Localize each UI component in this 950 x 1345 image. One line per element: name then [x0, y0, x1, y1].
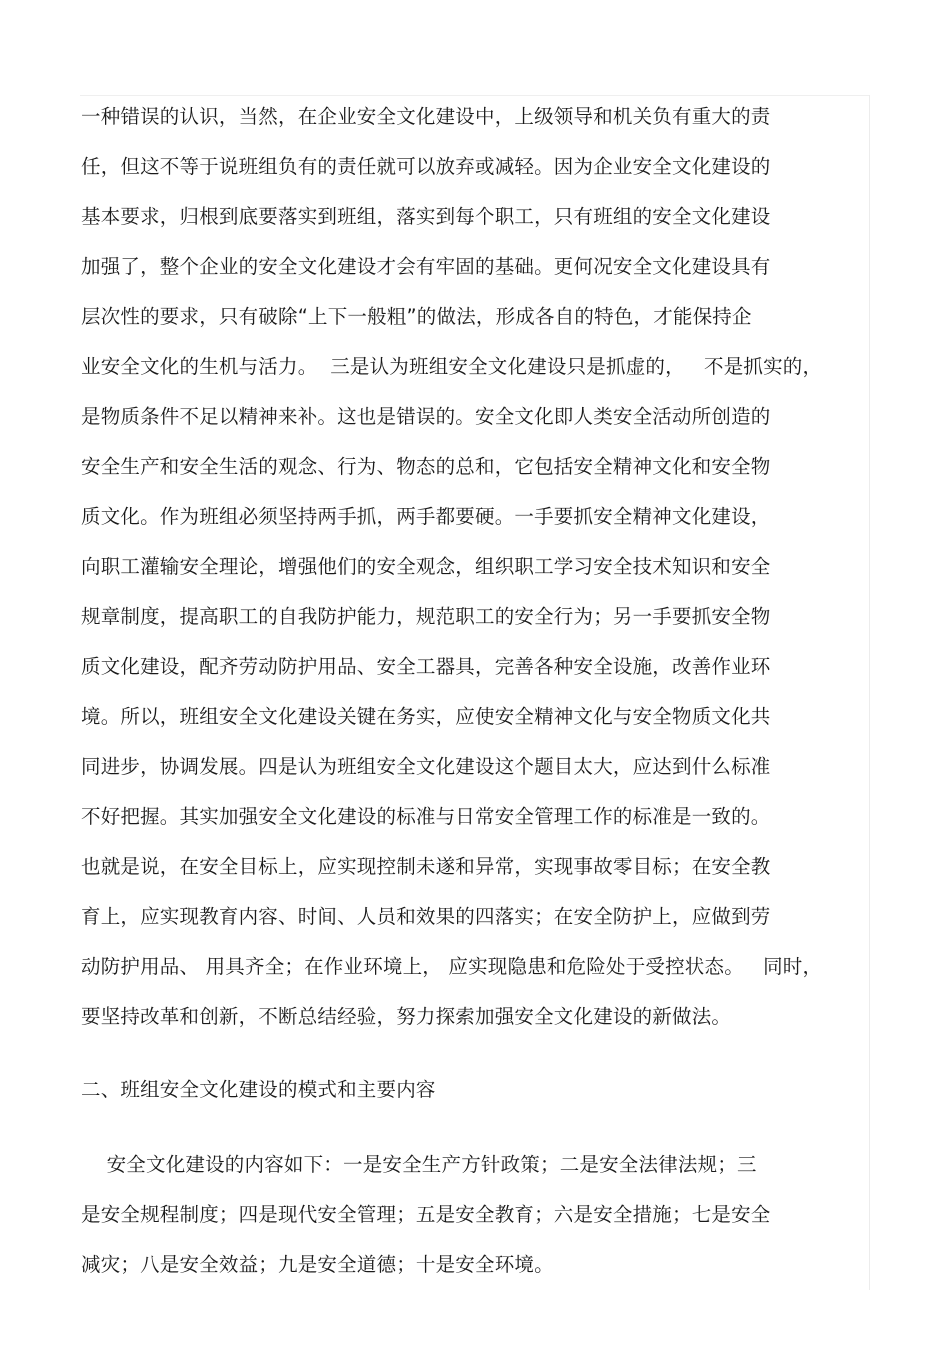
- paragraph-1-line-1: 一种错误的认识，当然，在企业安全文化建设中，上级领导和机关负有重大的责: [81, 105, 771, 128]
- paragraph-2-line-3: 减灾；八是安全效益；九是安全道德；十是安全环境。: [81, 1253, 554, 1276]
- paragraph-1-line-11: 规章制度，提高职工的自我防护能力，规范职工的安全行为；另一手要抓安全物: [81, 605, 771, 628]
- paragraph-1-line-3: 基本要求，归根到底要落实到班组，落实到每个职工，只有班组的安全文化建设: [81, 205, 771, 228]
- paragraph-1-line-18: 动防护用品、 用具齐全；在作业环境上， 应实现隐患和危险处于受控状态。 同时，: [81, 955, 823, 978]
- page-top-border: [80, 95, 870, 96]
- paragraph-1-line-17: 育上，应实现教育内容、时间、人员和效果的四落实；在安全防护上，应做到劳: [81, 905, 771, 928]
- paragraph-1-line-12: 质文化建设，配齐劳动防护用品、安全工器具，完善各种安全设施，改善作业环: [81, 655, 771, 678]
- paragraph-1-line-9: 质文化。作为班组必须坚持两手抓，两手都要硬。一手要抓安全精神文化建设，: [81, 505, 771, 528]
- paragraph-1-line-5: 层次性的要求，只有破除“上下一般粗”的做法，形成各自的特色，才能保持企: [81, 305, 752, 328]
- paragraph-1-line-10: 向职工灌输安全理论，增强他们的安全观念，组织职工学习安全技术知识和安全: [81, 555, 771, 578]
- paragraph-1-line-19: 要坚持改革和创新，不断总结经验，努力探索加强安全文化建设的新做法。: [81, 1005, 732, 1028]
- paragraph-1-line-7: 是物质条件不足以精神来补。这也是错误的。安全文化即人类安全活动所创造的: [81, 405, 771, 428]
- paragraph-1-line-13: 境。所以，班组安全文化建设关键在务实，应使安全精神文化与安全物质文化共: [81, 705, 771, 728]
- paragraph-2-line-2: 是安全规程制度；四是现代安全管理；五是安全教育；六是安全措施；七是安全: [81, 1203, 771, 1226]
- page-right-border: [869, 95, 870, 1290]
- paragraph-1-line-15: 不好把握。其实加强安全文化建设的标准与日常安全管理工作的标准是一致的。: [81, 805, 771, 828]
- paragraph-1-line-4: 加强了，整个企业的安全文化建设才会有牢固的基础。更何况安全文化建设具有: [81, 255, 771, 278]
- paragraph-1-line-14: 同进步，协调发展。四是认为班组安全文化建设这个题目太大，应达到什么标准: [81, 755, 771, 778]
- paragraph-1-line-8: 安全生产和安全生活的观念、行为、物态的总和，它包括安全精神文化和安全物: [81, 455, 771, 478]
- section-heading: 二、班组安全文化建设的模式和主要内容: [81, 1078, 436, 1101]
- paragraph-1-line-16: 也就是说，在安全目标上，应实现控制未遂和异常，实现事故零目标；在安全教: [81, 855, 771, 878]
- paragraph-2-line-1: 安全文化建设的内容如下：一是安全生产方针政策；二是安全法律法规；三: [81, 1153, 757, 1176]
- paragraph-1-line-6: 业安全文化的生机与活力。 三是认为班组安全文化建设只是抓虚的， 不是抓实的，: [81, 355, 823, 378]
- paragraph-1-line-2: 任，但这不等于说班组负有的责任就可以放弃或减轻。因为企业安全文化建设的: [81, 155, 771, 178]
